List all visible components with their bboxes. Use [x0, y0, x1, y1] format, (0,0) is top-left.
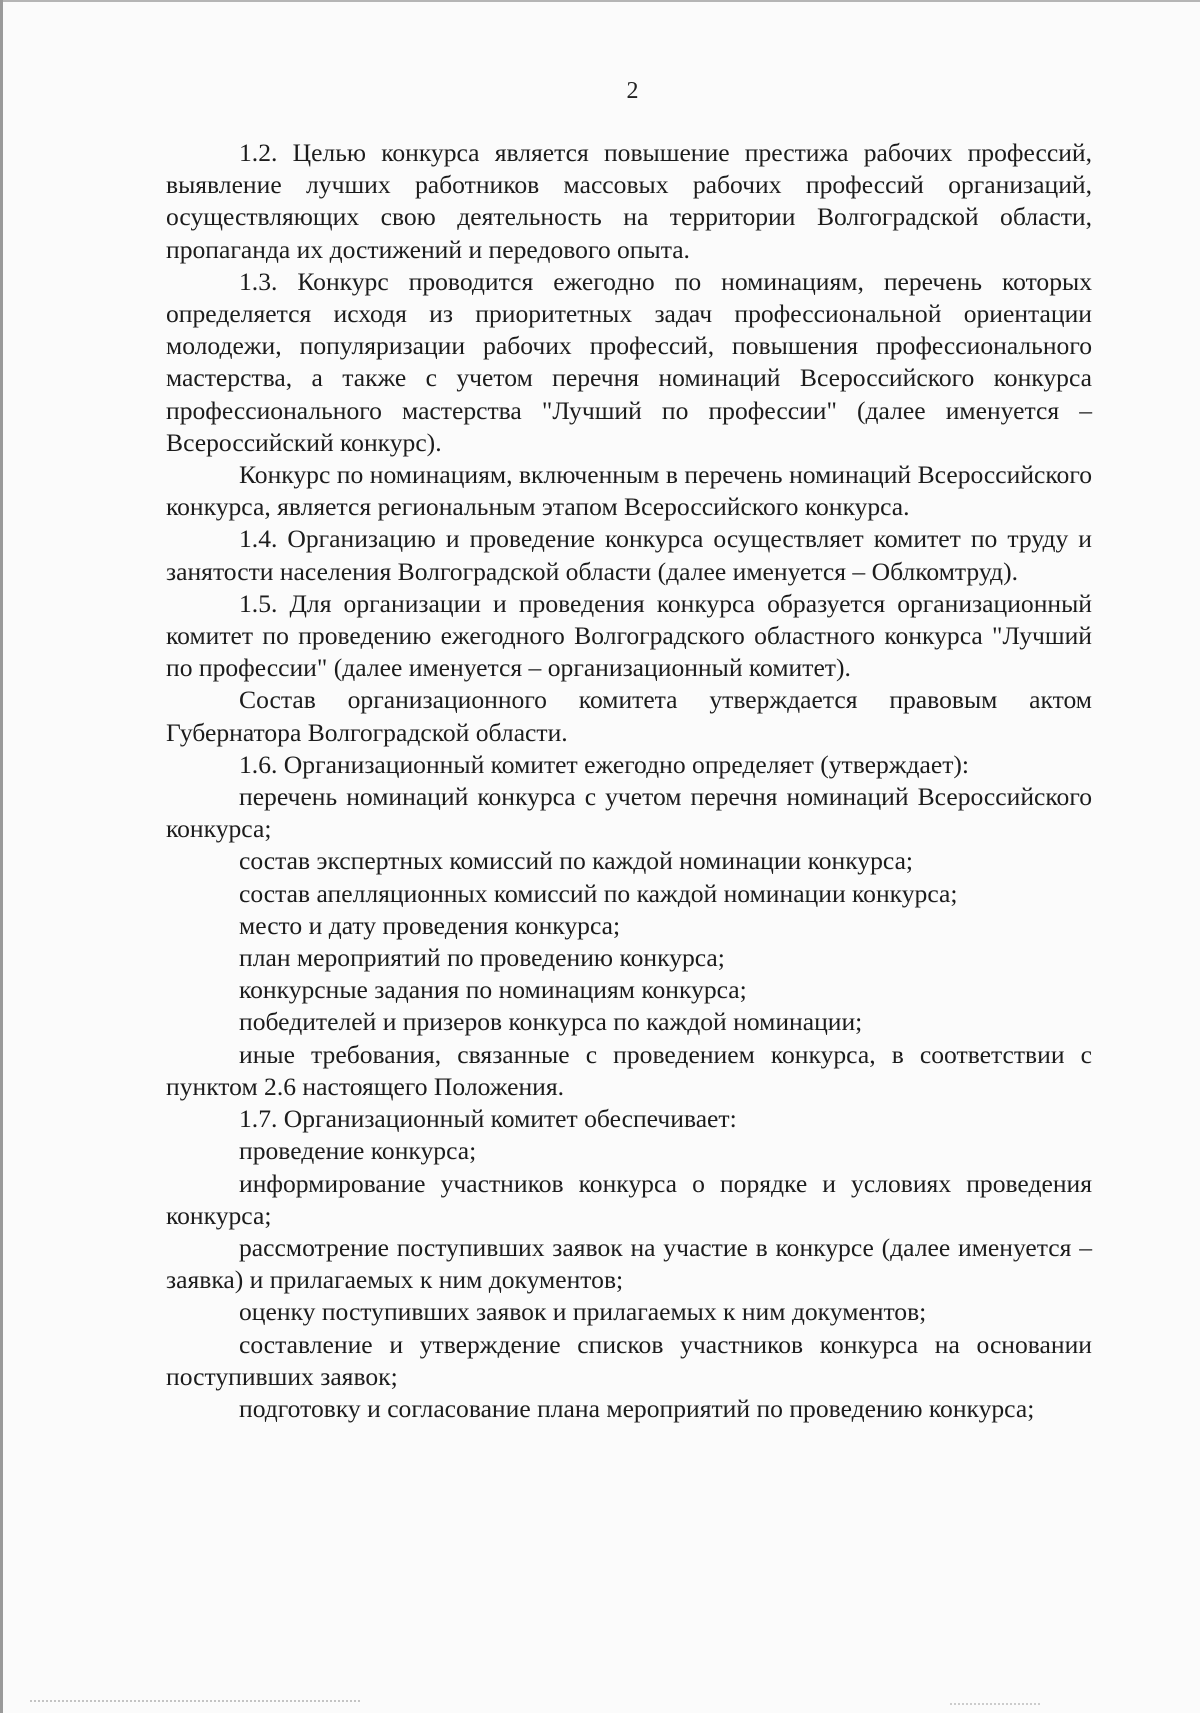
list-item: проведение конкурса;: [239, 1136, 477, 1166]
scan-artifact: [950, 1703, 1040, 1705]
document-body: [166, 137, 1092, 1425]
list-item: перечень номинаций конкурса с учетом перечня номинаций Всероссийского конкурса;: [166, 782, 1092, 844]
list-item: состав апелляционных комиссий по каждой номинации конкурса;: [239, 878, 958, 908]
list-item: оценку поступивших заявок и прилагаемых к ним документов;: [239, 1297, 927, 1327]
list-item: конкурсные задания по номинациям конкурса;: [239, 975, 747, 1005]
list-item: рассмотрение поступивших заявок на участие в конкурсе (далее именуется – заявка) и прилагаемых к ним документов;: [166, 1232, 1092, 1295]
paragraph-1-3: 1.3. Конкурс проводится ежегодно по номинациям, перечень которых определяется исходя из приоритетных задач профессиональной ориентации молодежи, популяризации рабочих профессий, повышения профессионального мастерства, а также с учетом перечня номинаций Всероссийского конкурса профессионального мастерства "Лучший по профессии" (далее именуется – Всероссийский конкурс).: [166, 266, 1092, 457]
list-item: составление и утверждение списков участников конкурса на основании поступивших заявок;: [166, 1329, 1092, 1391]
list-item: информирование участников конкурса о порядке и условиях проведения конкурса;: [166, 1168, 1092, 1230]
list-item: подготовку и согласование плана мероприятий по проведению конкурса;: [239, 1393, 1035, 1423]
paragraph-1-6: 1.6. Организационный комитет ежегодно определяет (утверждает):: [239, 749, 970, 779]
paragraph-1-5: 1.5. Для организации и проведения конкурса образуется организационный комитет по проведению ежегодного Волгоградского областного конкурса "Лучший по профессии" (далее именуется – организационный комитет).: [166, 588, 1092, 683]
list-item: победителей и призеров конкурса по каждой номинации;: [239, 1007, 863, 1037]
scan-artifact: [30, 1700, 360, 1702]
list-item: место и дату проведения конкурса;: [239, 910, 621, 940]
paragraph-committee-composition: Состав организационного комитета утверждается правовым актом Губернатора Волгоградской области.: [166, 685, 1092, 747]
scan-edge-top: [0, 0, 1200, 2]
paragraph-1-2: 1.2. Целью конкурса является повышение престижа рабочих профессий, выявление лучших работников массовых рабочих профессий организаций, осуществляющих свою деятельность на территории Волгоградской области, пропаганда их достижений и передового опыта.: [166, 138, 1092, 264]
scan-edge-left: [0, 0, 3, 1713]
list-item: иные требования, связанные с проведением конкурса, в соответствии с пунктом 2.6 настоящего Положения.: [166, 1039, 1092, 1101]
list-item: план мероприятий по проведению конкурса;: [239, 943, 725, 973]
list-item: состав экспертных комиссий по каждой номинации конкурса;: [239, 846, 914, 876]
paragraph-1-4: 1.4. Организацию и проведение конкурса осуществляет комитет по труду и занятости населения Волгоградской области (далее именуется – Облкомтруд).: [166, 524, 1092, 586]
paragraph-1-7: 1.7. Организационный комитет обеспечивает:: [239, 1104, 737, 1134]
paragraph-regional-stage: Конкурс по номинациям, включенным в перечень номинаций Всероссийского конкурса, является региональным этапом Всероссийского конкурса.: [166, 460, 1092, 522]
page-number: 2: [626, 78, 639, 104]
